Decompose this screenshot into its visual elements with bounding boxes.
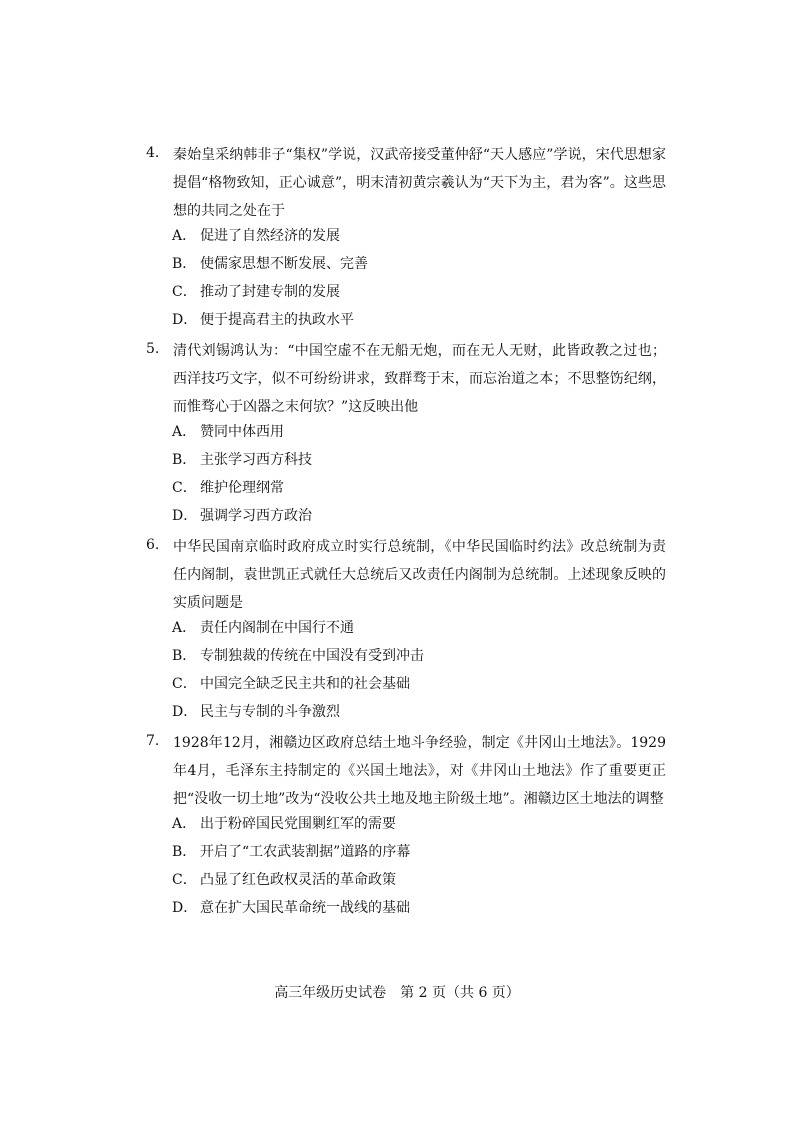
option-label: A． [172,816,197,832]
option-c [172,478,284,498]
option-label: C． [172,676,197,692]
option-label: D． [172,900,198,916]
question-6 [146,533,666,617]
option-label: D． [172,704,198,720]
option-text: 维护伦理纲常 [200,480,284,496]
option-b [172,842,410,862]
option-label: C． [172,480,197,496]
option-text: 民主与专制的斗争激烈 [200,704,340,720]
option-text: 促进了自然经济的发展 [200,228,340,244]
option-a [172,618,354,638]
option-label: C． [172,284,197,300]
option-text: 便于提高君主的执政水平 [200,312,354,328]
question-number: 7. [146,733,160,749]
option-text: 赞同中体西用 [200,424,284,440]
option-label: B． [172,648,197,664]
option-text: 强调学习西方政治 [200,508,312,524]
option-label: B． [172,844,197,860]
option-d [172,898,410,918]
option-c [172,282,340,302]
option-b [172,254,368,274]
option-text: 专制独裁的传统在中国没有受到冲击 [200,648,424,664]
option-label: D． [172,312,198,328]
page-footer: 高三年级历史试卷 第 2 页（共 6 页） [274,985,520,1001]
option-b [172,450,312,470]
option-label: A． [172,228,197,244]
question-number: 5. [146,341,160,357]
option-text: 使儒家思想不断发展、完善 [200,256,368,272]
option-label: A． [172,424,197,440]
option-a [172,422,284,442]
option-c [172,674,410,694]
option-c [172,870,396,890]
option-label: C． [172,872,197,888]
option-d [172,702,340,722]
option-text: 责任内阁制在中国行不通 [200,620,354,636]
option-text: 主张学习西方科技 [200,452,312,468]
option-text: 推动了封建专制的发展 [200,284,340,300]
question-stem: 清代刘锡鸿认为：“中国空虚不在无船无炮，而在无人无财，此皆政教之过也；西洋技巧文字，似不可纷纷讲求，致群骛于末，而忘治道之本；不思整饬纪纲，而惟骛心于凶器之末何欤？”这反映出他 [173,343,666,415]
option-text: 意在扩大国民革命统一战线的基础 [200,900,410,916]
option-label: D． [172,508,198,524]
option-d [172,310,354,330]
question-5 [146,337,666,421]
option-text: 出于粉碎国民党围剿红军的需要 [200,816,396,832]
option-d [172,506,312,526]
question-stem: 秦始皇采纳韩非子“集权”学说，汉武帝接受董仲舒“天人感应”学说，宋代思想家提倡“格物致知，正心诚意”，明末清初黄宗羲认为“天下为主，君为客”。这些思想的共同之处在于 [173,147,666,219]
question-4 [146,141,666,225]
question-stem: 中华民国南京临时政府成立时实行总统制，《中华民国临时约法》改总统制为责任内阁制，袁世凯正式就任大总统后又改责任内阁制为总统制。上述现象反映的实质问题是 [173,539,666,611]
option-b [172,646,424,666]
question-7 [146,729,666,813]
option-text: 中国完全缺乏民主共和的社会基础 [200,676,410,692]
option-a [172,814,396,834]
option-text: 开启了“工农武装割据”道路的序幕 [200,844,411,860]
question-number: 6. [146,537,160,553]
question-stem: 1928年12月，湘赣边区政府总结土地斗争经验，制定《井冈山土地法》。1929年4月，毛泽东主持制定的《兴国土地法》，对《井冈山土地法》作了重要更正把“没收一切土地”改为“没收公共土地及地主阶级土地”。湘赣边区土地法的调整 [173,735,666,807]
question-number: 4. [146,145,160,161]
option-a [172,226,340,246]
option-label: A． [172,620,197,636]
option-text: 凸显了红色政权灵活的革命政策 [200,872,396,888]
option-label: B． [172,256,197,272]
option-label: B． [172,452,197,468]
